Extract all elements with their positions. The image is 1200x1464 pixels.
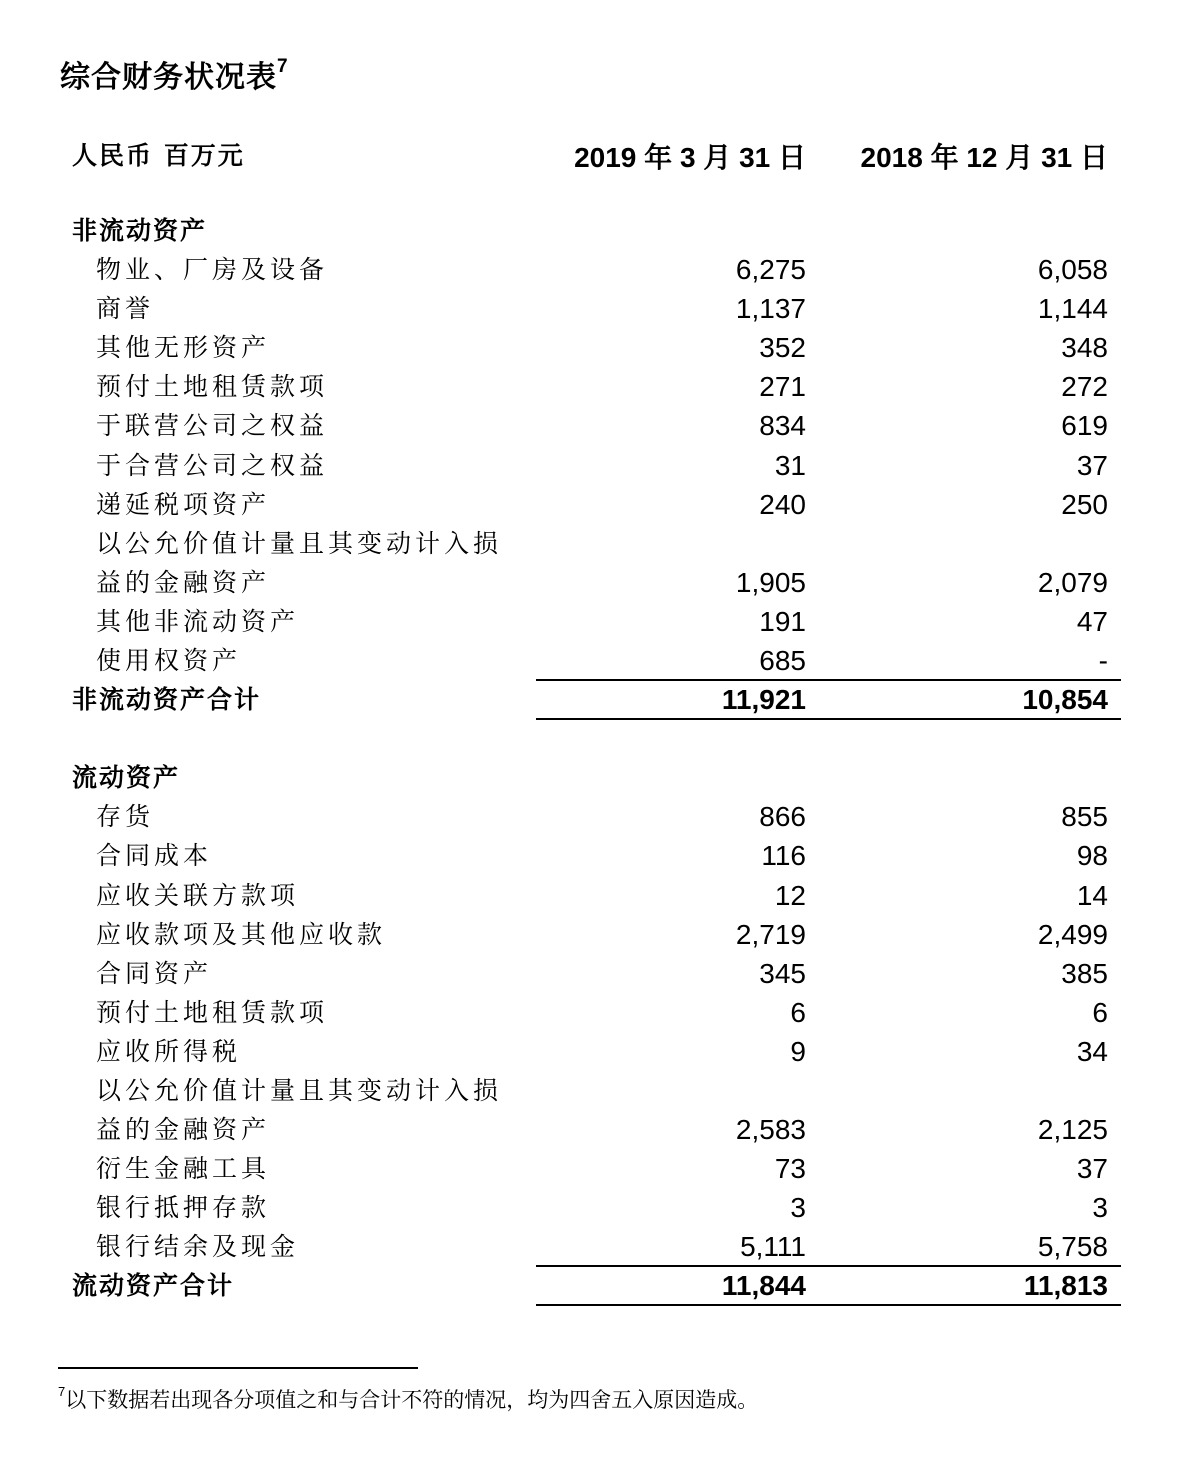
value-2019: 1,905 xyxy=(735,566,806,598)
financial-position-table xyxy=(0,212,1200,1307)
value-2018: - xyxy=(1098,645,1108,677)
total-value-2019: 11,921 xyxy=(721,684,806,716)
value-2018: 619 xyxy=(1061,410,1108,442)
value-2019: 345 xyxy=(759,957,806,989)
value-2019: 116 xyxy=(761,840,806,872)
column-header-2018: 2018 年 12 月 31 日 xyxy=(860,142,1108,173)
table-row xyxy=(0,329,1200,368)
total-value-2018: 10,854 xyxy=(1022,684,1108,716)
total-value-2018: 11,813 xyxy=(1023,1270,1108,1302)
row-label: 于合营公司之权益 xyxy=(96,450,329,480)
table-row xyxy=(0,1150,1200,1189)
row-label: 其他无形资产 xyxy=(96,333,271,363)
value-2019: 2,719 xyxy=(735,918,806,950)
value-2019: 866 xyxy=(759,801,806,833)
value-2019: 834 xyxy=(759,410,806,442)
row-label: 应收款项及其他应收款 xyxy=(96,919,387,949)
value-2019: 6,275 xyxy=(735,254,806,286)
value-2019: 6 xyxy=(790,996,806,1028)
table-row xyxy=(0,994,1200,1033)
total-label: 非流动资产合计 xyxy=(72,685,262,715)
value-2018: 3 xyxy=(1092,1192,1108,1224)
footnote-divider xyxy=(58,1367,418,1369)
row-label: 使用权资产 xyxy=(96,646,242,676)
row-label: 银行结余及现金 xyxy=(96,1232,300,1262)
table-row xyxy=(0,642,1200,681)
row-label: 以公允价值计量且其变动计入损 xyxy=(96,1075,503,1105)
total-value-2019: 11,844 xyxy=(721,1270,806,1302)
table-row xyxy=(0,798,1200,837)
value-2019: 685 xyxy=(759,645,806,677)
row-label: 预付土地租赁款项 xyxy=(96,372,329,402)
row-label: 银行抵押存款 xyxy=(96,1193,271,1223)
table-row xyxy=(0,486,1200,525)
value-2019: 271 xyxy=(759,371,806,403)
section-heading: 非流动资产 xyxy=(72,216,208,245)
row-label: 递延税项资产 xyxy=(96,489,271,519)
value-2018: 2,125 xyxy=(1037,1114,1108,1146)
value-2018: 855 xyxy=(1061,801,1108,833)
value-2019: 240 xyxy=(759,488,806,520)
total-label: 流动资产合计 xyxy=(72,1271,235,1301)
table-row xyxy=(0,916,1200,955)
table-row xyxy=(0,1189,1200,1228)
value-2018: 1,144 xyxy=(1037,293,1108,325)
value-2018: 34 xyxy=(1076,1035,1108,1067)
table-row xyxy=(0,407,1200,446)
row-label: 于联营公司之权益 xyxy=(96,411,329,441)
value-2018: 250 xyxy=(1061,488,1108,520)
footnote-ref: 7 xyxy=(277,56,289,77)
non-current-assets-heading-row xyxy=(0,212,1200,251)
table-row xyxy=(0,877,1200,916)
value-2019: 2,583 xyxy=(735,1114,806,1146)
table-row xyxy=(0,1072,1200,1111)
value-2019: 9 xyxy=(790,1035,806,1067)
value-2019: 31 xyxy=(774,449,806,481)
value-2019: 5,111 xyxy=(740,1231,806,1263)
column-header-2019: 2019 年 3 月 31 日 xyxy=(574,142,806,173)
footnote xyxy=(58,1384,758,1414)
value-2018: 14 xyxy=(1076,879,1108,911)
value-2019: 352 xyxy=(759,332,806,364)
table-row xyxy=(0,525,1200,564)
table-row xyxy=(0,368,1200,407)
row-label: 物业、厂房及设备 xyxy=(96,255,329,285)
row-label: 以公允价值计量且其变动计入损 xyxy=(96,528,503,558)
row-label: 衍生金融工具 xyxy=(96,1154,271,1184)
value-2018: 6,058 xyxy=(1037,254,1108,286)
value-2019: 73 xyxy=(774,1153,806,1185)
value-2019: 191 xyxy=(759,605,806,637)
row-label: 益的金融资产 xyxy=(96,567,271,597)
current-assets-heading-row xyxy=(0,759,1200,798)
total-rule-bottom xyxy=(536,1304,1121,1306)
row-label: 合同成本 xyxy=(96,841,213,871)
value-2018: 5,758 xyxy=(1037,1231,1108,1263)
non-current-assets-total-row xyxy=(0,681,1200,720)
row-label: 益的金融资产 xyxy=(96,1115,271,1145)
table-row xyxy=(0,1111,1200,1150)
value-2019: 12 xyxy=(774,879,806,911)
value-2018: 47 xyxy=(1076,605,1108,637)
row-label: 其他非流动资产 xyxy=(96,606,300,636)
value-2019: 3 xyxy=(790,1192,806,1224)
table-row xyxy=(0,564,1200,603)
footnote-marker: 7 xyxy=(58,1384,66,1399)
page-title-text: 综合财务状况表 xyxy=(60,60,277,95)
value-2018: 37 xyxy=(1076,1153,1108,1185)
table-row xyxy=(0,955,1200,994)
table-row xyxy=(0,447,1200,486)
row-label: 合同资产 xyxy=(96,958,213,988)
value-2018: 98 xyxy=(1076,840,1108,872)
table-row xyxy=(0,290,1200,329)
table-row xyxy=(0,837,1200,876)
current-assets-total-row xyxy=(0,1267,1200,1306)
table-row xyxy=(0,603,1200,642)
currency-unit-label: 人民币 百万元 xyxy=(72,141,245,170)
value-2018: 2,079 xyxy=(1037,566,1108,598)
row-label: 预付土地租赁款项 xyxy=(96,997,329,1027)
section-spacer xyxy=(0,720,1200,759)
value-2018: 37 xyxy=(1076,449,1108,481)
value-2018: 6 xyxy=(1092,996,1108,1028)
table-row xyxy=(0,251,1200,290)
table-row xyxy=(0,1228,1200,1267)
value-2018: 272 xyxy=(1061,371,1108,403)
row-label: 应收所得税 xyxy=(96,1036,242,1066)
value-2018: 348 xyxy=(1061,332,1108,364)
total-rule-bottom xyxy=(536,718,1121,720)
section-heading: 流动资产 xyxy=(72,763,181,793)
page-title xyxy=(60,52,289,96)
row-label: 应收关联方款项 xyxy=(96,880,300,910)
value-2019: 1,137 xyxy=(735,293,806,325)
table-row xyxy=(0,1033,1200,1072)
row-label: 商誉 xyxy=(96,294,155,324)
value-2018: 385 xyxy=(1061,957,1108,989)
footnote-text: 以下数据若出现各分项值之和与合计不符的情况，均为四舍五入原因造成。 xyxy=(65,1388,759,1412)
value-2018: 2,499 xyxy=(1037,918,1108,950)
row-label: 存货 xyxy=(96,802,155,832)
